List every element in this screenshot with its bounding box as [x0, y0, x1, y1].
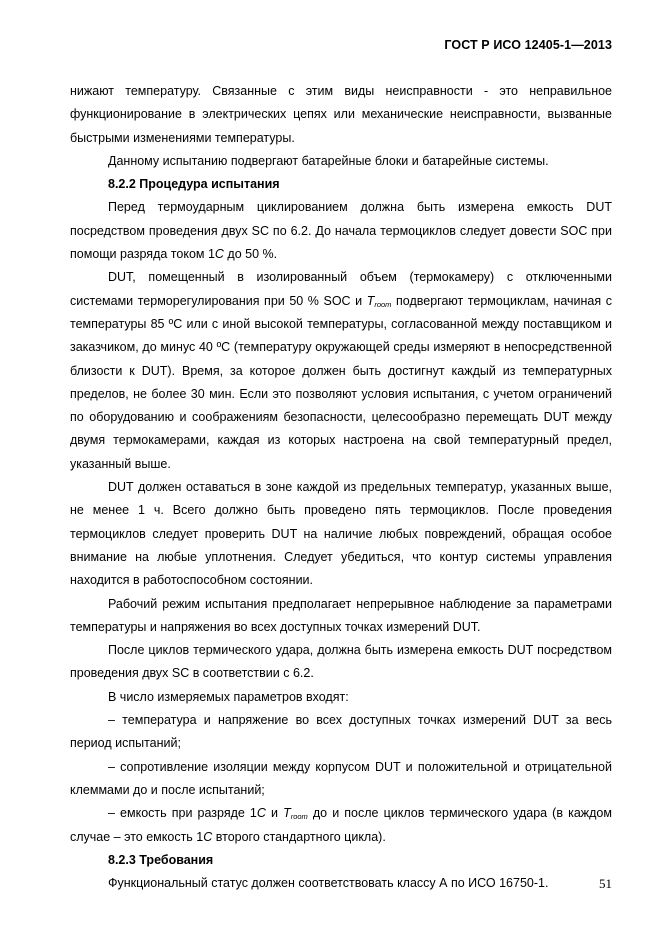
list-item: – температура и напряжение во всех доступных точках измерений DUT за весь период испытаний;	[70, 713, 612, 751]
paragraph: Перед термоударным циклированием должна быть измерена емкость DUT посредством проведения двух SC по 6.2. До начала термоциклов следует довести SOC при помощи разряда током 1C до 50 %.	[70, 200, 612, 262]
paragraph: Данному испытанию подвергают батарейные блоки и батарейные системы.	[108, 153, 549, 168]
section-heading: 8.2.3 Требования	[108, 852, 214, 867]
paragraph: DUT должен оставаться в зоне каждой из предельных температур, указанных выше, не менее 1 ч. Всего должно быть проведено пять термоциклов. После проведения термоциклов следует проверить DUT на наличие любых повреждений, обращая особое внимание на любые уплотнения. Следует убедиться, что контур системы управления находится в работоспособном состоянии.	[70, 480, 612, 588]
page-number: 51	[599, 876, 612, 891]
list-item: – емкость при разряде 1C и $T_{room}$ до и после циклов термического удара (в каждом случае – это емкость 1C второго стандартного цикла).	[70, 806, 612, 844]
document-header: ГОСТ Р ИСО 12405-1—2013	[444, 38, 612, 52]
paragraph: В число измеряемых параметров входят:	[108, 689, 349, 704]
section-heading: 8.2.2 Процедура испытания	[108, 177, 280, 192]
paragraph: После циклов термического удара, должна быть измерена емкость DUT посредством проведения двух SC в соответствии с 6.2.	[70, 643, 612, 681]
list-item: – сопротивление изоляции между корпусом DUT и положительной и отрицательной клеммами до и после испытаний;	[70, 759, 612, 797]
page-body	[70, 80, 612, 895]
paragraph: нижают температуру. Связанные с этим виды неисправности - это неправильное функционирование в электрических цепях или механические неисправности, вызванные быстрыми изменениями температуры.	[70, 84, 612, 145]
paragraph: Функциональный статус должен соответствовать классу А по ИСО 16750-1.	[108, 876, 549, 891]
paragraph: Рабочий режим испытания предполагает непрерывное наблюдение за параметрами температуры и напряжения во всех доступных точках измерений DUT.	[70, 596, 612, 634]
paragraph: DUT, помещенный в изолированный объем (термокамеру) с отключенными системами терморегулирования при 50 % SOC и $T_{room}$ подвергают термоциклам, начиная с температуры 85 ºС или с иной высокой температуры, согласованной между поставщиком и заказчиком, до минус 40 ºС (температуру окружающей среды измеряют в непосредственной близости к DUT). Время, за которое должен быть достигнут каждый из температурных пределов, не более 30 мин. Если это позволяют условия испытания, с учетом ограничений по оборудованию и соображениям безопасности, целесообразно перемещать DUT между двумя термокамерами, каждая из которых настроена на свой температурный предел, указанный выше.	[70, 270, 612, 471]
